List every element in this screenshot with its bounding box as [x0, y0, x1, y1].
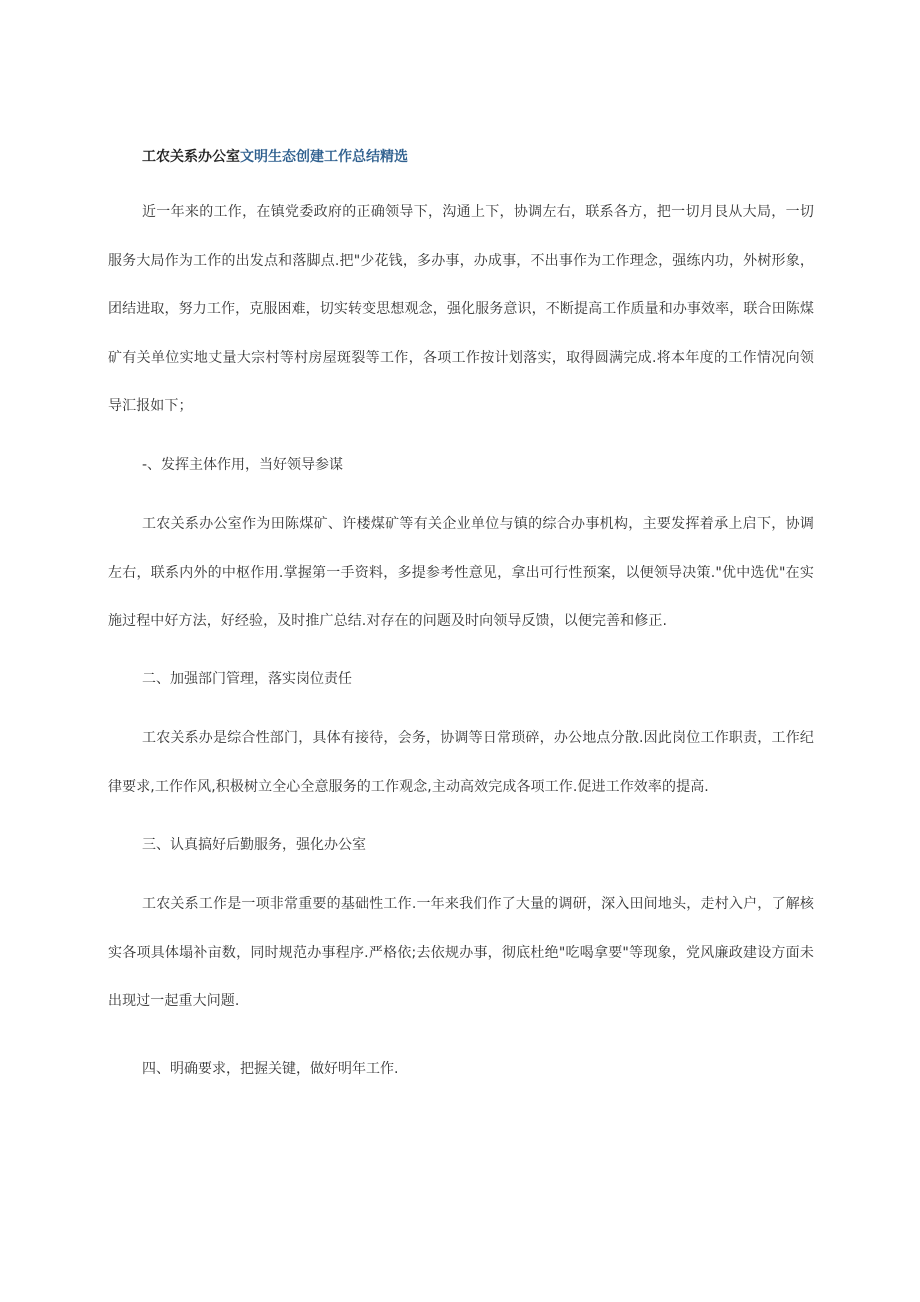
section2-paragraph: 工农关系办是综合性部门，具体有接待，会务，协调等日常琐碎，办公地点分散.因此岗位工作职责，工作纪律要求,工作作风,积极树立全心全意服务的工作观念,主动高效完成各项工作.促进工作效率的提高. [108, 730, 814, 795]
document-title [142, 146, 408, 168]
intro-paragraph: 近一年来的工作，在镇党委政府的正确领导下，沟通上下，协调左右，联系各方，把一切月艮从大局，一切服务大局作为工作的出发点和落脚点.把"少花钱，多办事，办成事，不出事作为工作理念，强练内功，外树形象，团结进取，努力工作，克服困难，切实转变思想观念，强化服务意识，不断提高工作质量和办事效率，联合田陈煤矿有关单位实地丈量大宗村等村房屋斑裂等工作，各项工作按计划落实，取得圆满完成.将本年度的工作情况向领导汇报如下； [108, 204, 814, 414]
section2-heading: 二、加强部门管理，落实岗位责任 [142, 671, 352, 687]
title-highlight: 文明生态创建工作总结精选 [240, 149, 408, 165]
section1-paragraph: 工农关系办公室作为田陈煤矿、许楼煤矿等有关企业单位与镇的综合办事机构，主要发挥着承上启下，协调左右，联系内外的中枢作用.掌握第一手资料，多提参考性意见，拿出可行性预案，以便领导决策."优中选优"在实施过程中好方法，好经验，及时推广总结.对存在的问题及时向领导反馈，以便完善和修正. [108, 516, 814, 629]
section4-heading: 四、明确要求，把握关键，做好明年工作. [142, 1061, 399, 1077]
section3-heading: 三、认真搞好后勤服务，强化办公室 [142, 837, 366, 853]
section3-paragraph: 工农关系工作是一项非常重要的基础性工作.一年来我们作了大量的调研，深入田间地头，走村入户，了解核实各项具体塌补亩数，同时规范办事程序.严格依;去依规办事，彻底杜绝"吃喝拿要"等现象，党风廉政建设方面未出现过一起重大问题. [108, 896, 814, 1009]
title-prefix: 工农关系办公室 [142, 149, 240, 165]
section1-heading: -、发挥主体作用，当好领导参谋 [142, 457, 344, 473]
